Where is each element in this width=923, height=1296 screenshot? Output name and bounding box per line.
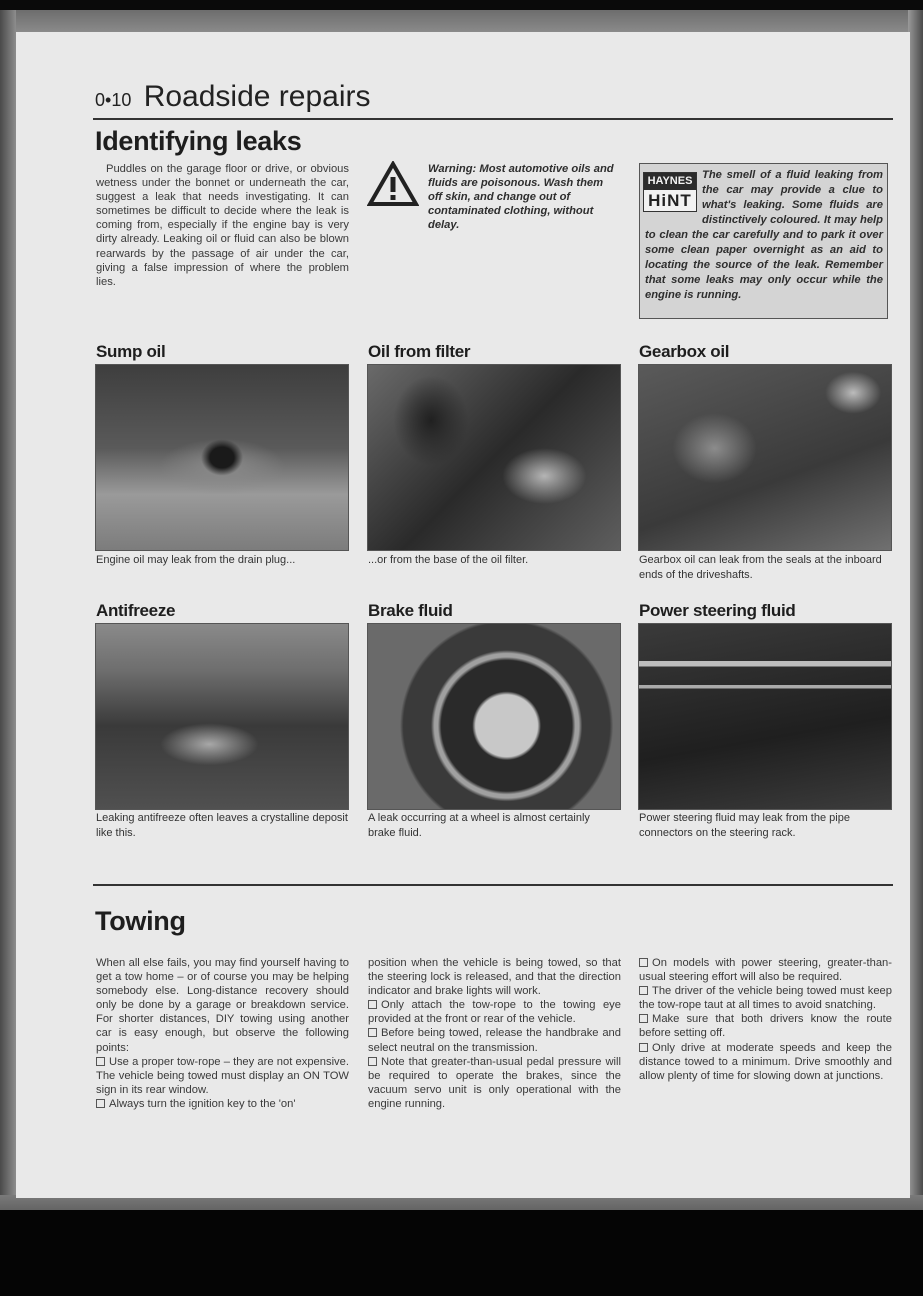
scan-edge-top: [0, 10, 923, 32]
hint-text: The smell of a fluid leaking from the car may provide a clue to what's leaking. Some fluids are distinctively coloured. It may help to clean the car carefully and to park it over some clean paper overnight as an aid to locating the source of the leak. Remember that some leaks may only occur while the engine is running.: [645, 169, 883, 301]
towing-item: Note that greater-than-usual pedal pressure will be required to operate the brakes, since the vacuum servo unit is only operational with the engine running.: [368, 1055, 621, 1110]
caption-gearbox-oil: Gearbox oil can leak from the seals at the inboard ends of the driveshafts.: [639, 554, 882, 581]
towing-item: Before being towed, release the handbrake and select neutral on the transmission.: [368, 1027, 621, 1054]
section-title-oil-from-filter: Oil from filter: [368, 342, 471, 361]
identifying-leaks-intro: [96, 162, 349, 289]
running-head: [95, 80, 370, 114]
towing-column-1: [96, 956, 349, 1111]
caption-sump-oil: Engine oil may leak from the drain plug...: [96, 554, 296, 566]
scan-edge-right: [908, 10, 923, 1210]
section-title-antifreeze: Antifreeze: [96, 601, 176, 620]
photo-antifreeze: [95, 623, 349, 810]
caption-power-steering-fluid: Power steering fluid may leak from the pipe connectors on the steering rack.: [639, 812, 850, 839]
checkbox-bullet-icon: [639, 986, 648, 995]
photo-power-steering-fluid: [638, 623, 892, 810]
checkbox-bullet-icon: [639, 958, 648, 967]
warning-text: Warning: Most automotive oils and fluids are poisonous. Wash them off skin, and change out of contaminated clothing, without delay.: [428, 163, 614, 232]
hint-logo-top: HAYNES: [644, 173, 696, 190]
section-title-brake-fluid: Brake fluid: [368, 601, 453, 620]
header-rule: [93, 118, 893, 120]
photo-sump-oil: [95, 364, 349, 551]
section-title-gearbox-oil: Gearbox oil: [639, 342, 730, 361]
section-divider: [93, 884, 893, 886]
intro-paragraph: Puddles on the garage floor or drive, or obvious wetness under the bonnet or underneath the car, suggest a leak that needs investigating. It can sometimes be difficult to decide where the leak is coming from, especially if the engine bay is very dirty already. Leaking oil or fluid can also be blown rearwards by the passage of air under the car, giving a false impression of where the problem lies.: [96, 163, 349, 288]
photo-brake-fluid: [367, 623, 621, 810]
towing-item: Only attach the tow-rope to the towing eye provided at the front or rear of the vehicle.: [368, 999, 621, 1026]
caption-brake-fluid: A leak occurring at a wheel is almost certainly brake fluid.: [368, 812, 590, 839]
section-title-power-steering-fluid: Power steering fluid: [639, 601, 796, 620]
caption-oil-from-filter: ...or from the base of the oil filter.: [368, 554, 529, 566]
chapter-title: Roadside repairs: [143, 80, 371, 113]
towing-item-continued: position when the vehicle is being towed, so that the steering lock is released, and that the direction indicator and brake lights will work.: [368, 957, 621, 998]
checkbox-bullet-icon: [639, 1043, 648, 1052]
checkbox-bullet-icon: [368, 1057, 377, 1066]
section-title-sump-oil: Sump oil: [96, 342, 166, 361]
scan-border-bottom: [0, 1210, 923, 1296]
warning-triangle-icon: [367, 161, 419, 207]
towing-item: On models with power steering, greater-than-usual steering effort will also be required.: [639, 957, 892, 984]
towing-item: The driver of the vehicle being towed must keep the tow-rope taut at all times to avoid snatching.: [639, 985, 892, 1012]
photo-gearbox-oil: [638, 364, 892, 551]
page-number: 0•10: [95, 90, 132, 110]
scan-edge-left: [0, 10, 16, 1210]
section-title-identifying-leaks: Identifying leaks: [95, 126, 302, 156]
checkbox-bullet-icon: [96, 1099, 105, 1108]
hint-logo-bottom: HiNT: [648, 191, 692, 210]
checkbox-bullet-icon: [368, 1028, 377, 1037]
towing-item: Use a proper tow-rope – they are not expensive. The vehicle being towed must display an ON TOW sign in its rear window.: [96, 1055, 349, 1096]
section-title-towing: Towing: [95, 906, 186, 936]
towing-item: Make sure that both drivers know the route before setting off.: [639, 1013, 892, 1040]
checkbox-bullet-icon: [368, 1000, 377, 1009]
towing-column-3: [639, 956, 892, 1083]
haynes-hint-logo: [643, 172, 697, 212]
checkbox-bullet-icon: [639, 1014, 648, 1023]
checkbox-bullet-icon: [96, 1057, 105, 1066]
towing-column-2: [368, 956, 621, 1111]
towing-item: Only drive at moderate speeds and keep the distance towed to a minimum. Drive smoothly and allow plenty of time for slowing down at junctions.: [639, 1041, 892, 1082]
photo-oil-from-filter: [367, 364, 621, 551]
towing-intro: When all else fails, you may find yourself having to get a tow home – or of course you may be helping somebody else. Long-distance recovery should only be done by a garage or breakdown service. For shorter distances, DIY towing using another car is easy enough, but observe the following points:: [96, 957, 349, 1054]
towing-item: Always turn the ignition key to the 'on': [96, 1097, 349, 1111]
caption-antifreeze: Leaking antifreeze often leaves a crystalline deposit like this.: [96, 812, 348, 839]
